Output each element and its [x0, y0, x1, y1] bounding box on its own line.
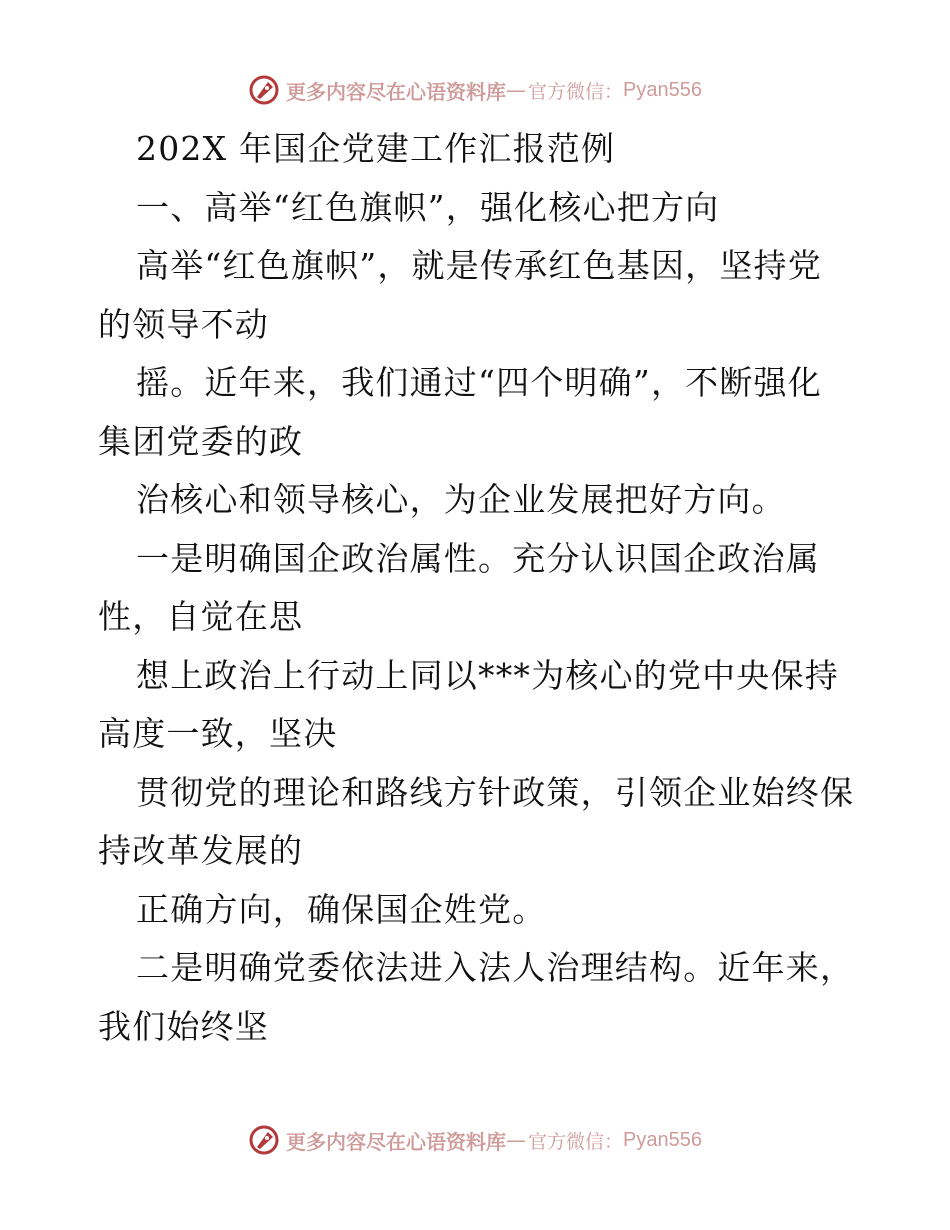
paragraph-line: 正确方向，确保国企姓党。: [136, 889, 547, 929]
paragraph-line: 贯彻党的理论和路线方针政策，引领企业始终保: [136, 772, 855, 812]
watermark-header: [0, 70, 950, 110]
watermark-label: 官方微信：: [528, 80, 624, 103]
pen-nib-circle-icon: [248, 74, 280, 106]
document-title: 202X 年国企党建工作汇报范例: [136, 129, 616, 168]
paragraph-line: 持改革发展的: [98, 831, 304, 870]
watermark-brand: 更多内容尽在心语资料库: [286, 1129, 506, 1154]
pen-nib-circle-icon: [248, 1124, 280, 1156]
watermark-brand: 更多内容尽在心语资料库: [286, 79, 506, 104]
section-heading: 一、高举“红色旗帜”，强化核心把方向: [136, 187, 720, 227]
paragraph-line: 集团党委的政: [98, 421, 304, 461]
paragraph-line: 高度一致，坚决: [98, 714, 338, 753]
document-body: [98, 120, 858, 1056]
watermark-separator: —: [506, 1128, 526, 1152]
paragraph-line: 治核心和领导核心，为企业发展把好方向。: [136, 480, 786, 519]
paragraph-line: 摇。近年来，我们通过“四个明确”，不断强化: [136, 363, 822, 402]
paragraph-line: 的领导不动: [98, 304, 269, 344]
paragraph-line: 二是明确党委依法进入法人治理结构。近年来，: [136, 948, 855, 987]
paragraph-line: 高举“红色旗帜”，就是传承红色基因，坚持党: [136, 246, 822, 285]
paragraph-line: 一是明确国企政治属性。充分认识国企政治属: [136, 538, 820, 578]
paragraph-line: 性，自觉在思: [98, 597, 304, 636]
watermark-footer: [0, 1120, 950, 1160]
paragraph-line: 想上政治上行动上同以***为核心的党中央保持: [136, 655, 839, 695]
watermark-separator: —: [506, 78, 526, 102]
paragraph-line: 我们始终坚: [98, 1006, 269, 1046]
watermark-label: 官方微信：: [528, 1130, 624, 1153]
watermark-id: Pyan556: [623, 1128, 702, 1151]
watermark-id: Pyan556: [623, 78, 702, 101]
